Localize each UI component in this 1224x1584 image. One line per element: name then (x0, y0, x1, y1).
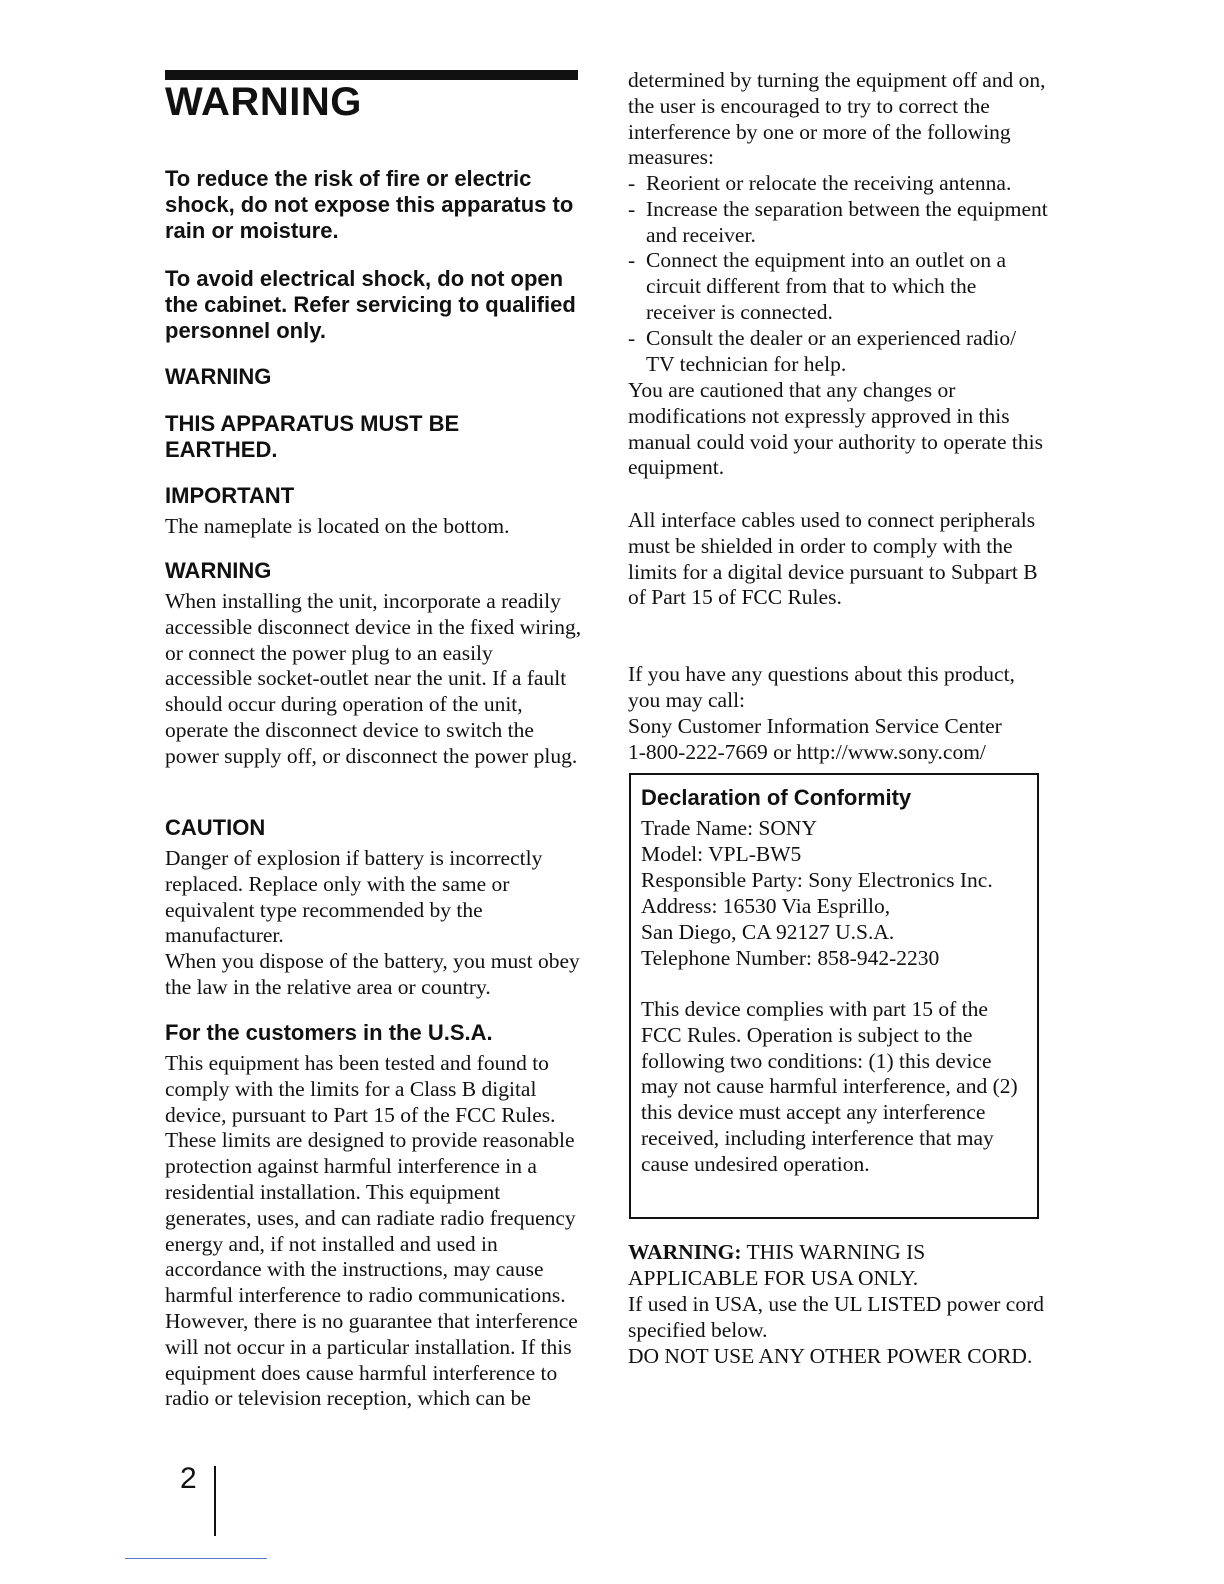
caution-heading: CAUTION (165, 815, 266, 840)
list-dash: - (628, 196, 636, 221)
do-not-use-text: DO NOT USE ANY OTHER POWER CORD. (628, 1344, 1033, 1368)
telephone-number: Telephone Number: 858-942-2230 (641, 946, 940, 970)
fire-shock-warning: To reduce the risk of fire or electric shock, do not expose this apparatus to rain or moisture. (165, 166, 574, 243)
address-line: Address: 16530 Via Esprillo, (641, 894, 891, 918)
list-item (628, 171, 1048, 197)
list-item-text: Connect the equipment into an outlet on a circuit different from that to which the receiver is connected. (646, 248, 1007, 324)
usa-only-warning (628, 1240, 1048, 1292)
list-item-text: Consult the dealer or an experienced radio/ TV technician for help. (646, 325, 1017, 376)
list-item (628, 197, 1048, 249)
warning-heading: WARNING (165, 364, 272, 389)
usa-warning-rest: THIS WARNING IS APPLICABLE FOR USA ONLY. (628, 1240, 926, 1290)
interface-cables-text: All interface cables used to connect peripherals must be shielded in order to comply with the limits for a digital device pursuant to Subpart B of Part 15 of FCC Rules. (628, 508, 1038, 610)
cabinet-warning: To avoid electrical shock, do not open the cabinet. Refer servicing to qualified personnel only. (165, 266, 576, 343)
page-number-rule (214, 1466, 216, 1536)
list-dash: - (628, 325, 636, 350)
caution-text-battery: Danger of explosion if battery is incorrectly replaced. Replace only with the same or equivalent type recommended by the manufacturer. (165, 846, 543, 948)
contact-info-text: 1-800-222-7669 or http://www.sony.com/ (628, 740, 986, 764)
declaration-of-conformity-box (629, 773, 1039, 1219)
earthed-heading-line2: EARTHED. (165, 437, 278, 462)
list-dash: - (628, 248, 636, 273)
warning-install-text: When installing the unit, incorporate a readily accessible disconnect device in the fixed wiring, or connect the power plug to an easily accessible socket-outlet near the unit. If a fault should occur during operation of the unit, operate the disconnect device to switch the power supply off, or disconnect the power plug. (165, 589, 582, 768)
interference-continued-text: determined by turning the equipment off and on, the user is encouraged to try to correct the interference by one or more of the following measures: (628, 68, 1046, 170)
usa-warning-label: WARNING: (628, 1240, 742, 1264)
model-number: Model: VPL-BW5 (641, 842, 802, 866)
fcc-class-b-text: This equipment has been tested and found to comply with the limits for a Class B digital device, pursuant to Part 15 of the FCC Rules. These limits are designed to provide reasonable protection against harmful interference in a residential installation. This equipment generates, uses, and can radiate radio frequency energy and, if not installed and used in accordance with the instructions, may cause harmful interference to radio communications. However, there is no guarantee that interference will not occur in a particular installation. If this equipment does cause harmful interference to radio or television reception, which can be (165, 1051, 578, 1411)
fcc-compliance-text: This device complies with part 15 of the FCC Rules. Operation is subject to the following two conditions: (1) this device may not cause harmful interference, and (2) this device must accept any interference received, including interference that may cause undesired operation. (641, 997, 1018, 1176)
list-item (628, 326, 1048, 378)
warning-install-heading: WARNING (165, 558, 272, 583)
footer-line (125, 1558, 267, 1559)
important-heading: IMPORTANT (165, 483, 295, 508)
list-item (628, 248, 1048, 325)
title-rule (165, 70, 578, 80)
list-item-text: Reorient or relocate the receiving antenna. (646, 171, 1012, 195)
page-title: WARNING (165, 80, 362, 124)
declaration-heading: Declaration of Conformity (641, 785, 912, 810)
questions-text: If you have any questions about this product, you may call: (628, 662, 1015, 712)
list-dash: - (628, 171, 636, 195)
trade-name: Trade Name: SONY (641, 816, 817, 840)
changes-caution-text: You are cautioned that any changes or modifications not expressly approved in this manual could void your authority to operate this equipment. (628, 378, 1043, 480)
responsible-party: Responsible Party: Sony Electronics Inc. (641, 868, 993, 892)
ul-listed-text: If used in USA, use the UL LISTED power cord specified below. (628, 1292, 1044, 1342)
usa-customers-heading: For the customers in the U.S.A. (165, 1020, 493, 1045)
city-line: San Diego, CA 92127 U.S.A. (641, 920, 895, 944)
list-item-text: Increase the separation between the equipment and receiver. (646, 196, 1048, 247)
service-center-text: Sony Customer Information Service Center (628, 714, 1002, 738)
earthed-heading-line1: THIS APPARATUS MUST BE (165, 411, 460, 436)
caution-text-dispose: When you dispose of the battery, you must obey the law in the relative area or country. (165, 949, 580, 999)
important-text: The nameplate is located on the bottom. (165, 514, 510, 538)
page-number: 2 (180, 1462, 197, 1495)
interference-measures-list (628, 171, 1048, 377)
